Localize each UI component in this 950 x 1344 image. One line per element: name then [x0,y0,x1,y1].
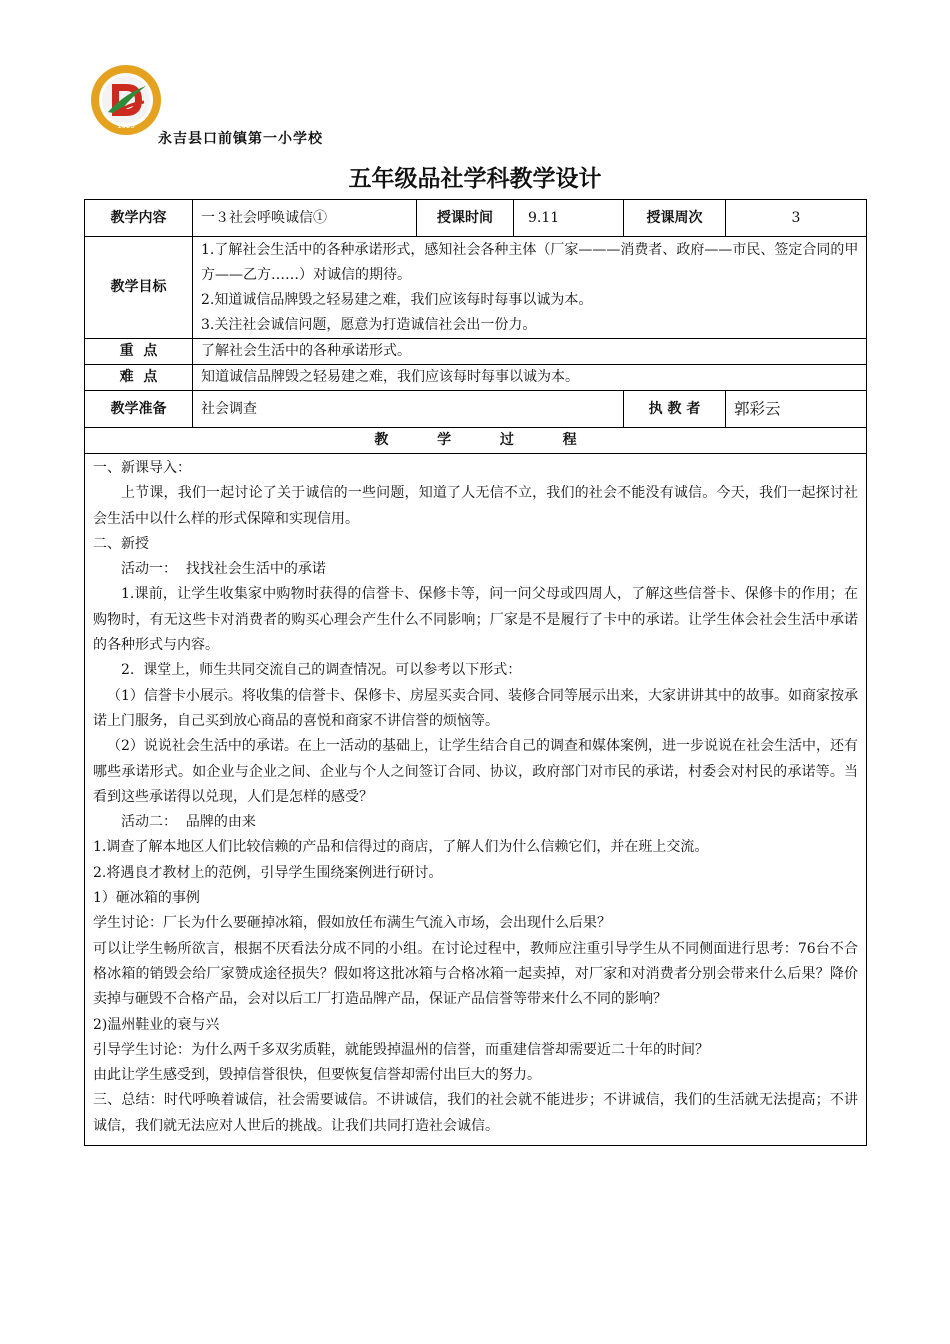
school-emblem-icon [90,64,162,136]
key-point-value: 了解社会生活中的各种承诺形式。 [193,339,867,365]
goals-label: 教学目标 [85,237,193,339]
lesson-plan-table [84,199,867,1146]
paragraph: （1）信誉卡小展示。将收集的信誉卡、保修卡、房屋买卖合同、装修合同等展示出来，大家讲讲其中的故事。如商家按承诺上门服务，自己买到放心商品的喜悦和商家不讲信誉的烦恼等。 [93,687,858,729]
paragraph: 2. 课堂上，师生共同交流自己的调查情况。可以参考以下形式： [121,662,522,679]
table-row [85,428,867,454]
paragraph: 学生讨论：厂长为什么要砸掉冰箱，假如放任布满生气流入市场，会出现什么后果？ [93,915,611,932]
table-row [85,339,867,365]
paragraph: 可以让学生畅所欲言，根据不厌看法分成不同的小组。在讨论过程中，教师应注重引导学生从不同侧面进行思考：76台不合格冰箱的销毁会给厂家赞成途径损失？假如将这批冰箱与合格冰箱一起卖掉，对厂家和对消费者分别会带来什么后果？降价卖掉与砸毁不合格产品，会对以后工厂打造品牌产品，保证产品信誉等带来什么不同的影响？ [93,940,858,1008]
activity-heading: 活动一： 找找社会生活中的承诺 [121,561,326,578]
paragraph: 1.调查了解本地区人们比较信赖的产品和信得过的商店，了解人们为什么信赖它们，并在班上交流。 [93,839,709,856]
paragraph: （2）说说社会生活中的承诺。在上一活动的基础上，让学生结合自己的调查和媒体案例，进一步说说在社会生活中，还有哪些承诺形式。如企业与企业之间、企业与个人之间签订合同、协议，政府部门对市民的承诺，村委会对村民的承诺等。当看到这些承诺得以兑现，人们是怎样的感受？ [93,738,858,805]
content-value: 一３社会呼唤诚信① [193,200,417,237]
teacher-label: 执 教 者 [624,391,726,428]
table-row [85,200,867,237]
emblem-year: 1929 [117,122,135,130]
time-value: 9.11 [514,200,624,237]
table-row [85,237,867,339]
section-heading: 三、总结：时代呼唤着诚信，社会需要诚信。不讲诚信，我们的社会就不能进步；不讲诚信，我们的生活就无法提高；不讲诚信，我们就无法应对人世后的挑战。让我们共同打造社会诚信。 [93,1092,858,1134]
difficulty-label: 难 点 [85,365,193,391]
section-heading: 一、新课导入： [93,460,191,476]
week-value: 3 [726,200,867,237]
process-body [85,454,867,1146]
week-label: 授课周次 [624,200,726,237]
process-heading: 教 学 过 程 [85,428,867,454]
preparation-label: 教学准备 [85,391,193,428]
document-title: 五年级品社学科教学设计 [348,166,602,192]
difficulty-value: 知道诚信品牌毁之轻易建之难，我们应该每时每事以诚为本。 [193,365,867,391]
school-name: 永吉县口前镇第一小学校 [158,131,323,147]
time-label: 授课时间 [417,200,514,237]
activity-heading: 活动二： 品牌的由来 [121,814,256,831]
teacher-value: 郭彩云 [726,391,867,428]
goal-item: 2.知道诚信品牌毁之轻易建之难，我们应该每时每事以诚为本。 [201,291,593,308]
goal-item: 1.了解社会生活中的各种承诺形式，感知社会各种主体（厂家———消费者、政府——市民、签定合同的甲方——乙方……）对诚信的期待。 [201,241,859,283]
section-heading: 二、新授 [93,535,149,552]
table-row [85,454,867,1146]
paragraph: 引导学生讨论：为什么两千多双劣质鞋，就能毁掉温州的信誉，而重建信誉却需要近二十年的时间？ [93,1041,709,1058]
goals-cell [193,237,867,339]
table-row [85,391,867,428]
paragraph: 上节课，我们一起讨论了关于诚信的一些问题，知道了人无信不立，我们的社会不能没有诚信。今天，我们一起探讨社会生活中以什么样的形式保障和实现信用。 [93,485,858,527]
paragraph: 由此让学生感受到，毁掉信誉很快，但要恢复信誉却需付出巨大的努力。 [93,1067,541,1084]
paragraph: 1.课前，让学生收集家中购物时获得的信誉卡、保修卡等，问一问父母或四周人，了解这些信誉卡、保修卡的作用；在购物时，有无这些卡对消费者的购买心理会产生什么不同影响；厂家是不是履行了卡中的承诺。让学生体会社会生活中承诺的各种形式与内容。 [93,586,858,654]
paragraph: 2)温州鞋业的衰与兴 [93,1016,220,1033]
table-row [85,365,867,391]
content-label: 教学内容 [85,200,193,237]
key-point-label: 重 点 [85,339,193,365]
paragraph: 2.将遇良才教材上的范例，引导学生围绕案例进行研讨。 [93,864,443,881]
goal-item: 3.关注社会诚信问题，愿意为打造诚信社会出一份力。 [201,316,537,333]
preparation-value: 社会调查 [193,391,624,428]
paragraph: 1）砸冰箱的事例 [93,890,200,907]
